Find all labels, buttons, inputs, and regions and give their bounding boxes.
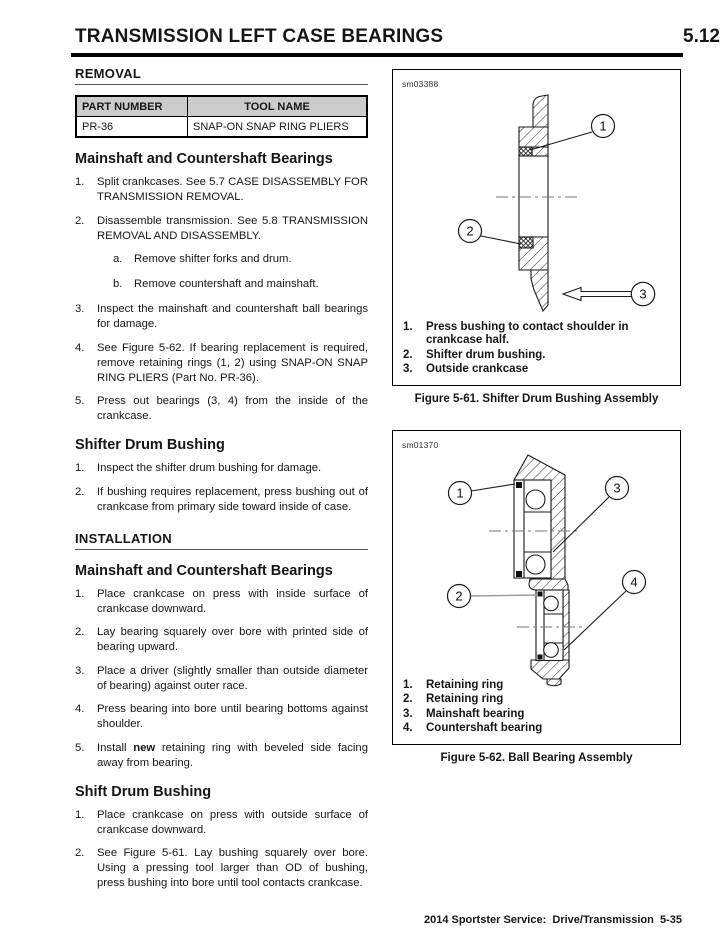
step-text: See Figure 5-61. Lay bushing squarely over bore. Using a pressing tool larger than OD of bushing, press bushing into bore until tool contacts crankcase.	[97, 847, 368, 890]
step-text: Place a driver (slightly smaller than outside diameter of bearing) against outer race.	[97, 664, 368, 692]
ball-bearing-drawing	[393, 431, 680, 689]
callout-4	[564, 571, 646, 651]
table-col-part-number: PART NUMBER	[76, 96, 188, 117]
step-number: 2.	[75, 626, 85, 639]
right-column	[392, 69, 681, 764]
step-number: 1.	[75, 587, 85, 600]
step-item	[75, 341, 368, 386]
tool-table	[75, 95, 368, 138]
step-number: 1.	[75, 808, 85, 821]
legend-text: Countershaft bearing	[426, 722, 543, 735]
callout-4-label: 4	[630, 574, 638, 590]
step-item	[75, 808, 368, 838]
header-rule	[71, 53, 683, 57]
page-footer: 2014 Sportster Service: Drive/Transmission 5-35	[423, 914, 682, 926]
step-number: 1.	[75, 462, 85, 475]
step-item	[75, 175, 368, 205]
heading-shift-drum-bushing: Shift Drum Bushing	[75, 783, 212, 800]
callout-3-label: 3	[613, 480, 621, 496]
figure-image-code: sm01370	[402, 440, 439, 450]
step-text: Lay bearing squarely over bore with printed side of bearing upward.	[97, 626, 368, 654]
step-number: b.	[113, 278, 123, 291]
step-text: Disassemble transmission. See 5.8 TRANSMISSION REMOVAL AND DISASSEMBLY.	[97, 214, 368, 242]
callout-1-label: 1	[599, 118, 607, 134]
countershaft-bearing	[517, 590, 583, 661]
step-item	[75, 394, 368, 424]
step-item	[75, 846, 368, 891]
step-number: 4.	[75, 341, 85, 354]
figure-61-legend	[403, 321, 668, 378]
step-text: Place crankcase on press with inside surface of crankcase downward.	[97, 587, 368, 615]
step-number: a.	[113, 253, 123, 266]
installation-heading: INSTALLATION	[75, 531, 368, 550]
legend-item	[403, 708, 668, 722]
legend-number: 2.	[403, 348, 413, 361]
table-col-tool-name: TOOL NAME	[188, 96, 368, 117]
tool-name-cell: SNAP-ON SNAP RING PLIERS	[188, 117, 368, 138]
part-number-cell: PR-36	[76, 117, 188, 138]
step-item	[75, 625, 368, 655]
legend-item	[403, 679, 668, 693]
callout-1	[449, 482, 516, 505]
figure-62-caption: Figure 5-62. Ball Bearing Assembly	[440, 752, 633, 764]
callout-2	[459, 220, 522, 245]
step-item	[75, 214, 368, 244]
legend-item	[403, 363, 668, 377]
callout-2	[448, 585, 539, 608]
figure-61-box	[392, 69, 681, 386]
page-title: TRANSMISSION LEFT CASE BEARINGS	[75, 26, 444, 47]
step-text: Press bearing into bore until bearing bottoms against shoulder.	[97, 703, 368, 731]
step-item	[75, 702, 368, 732]
figure-62-legend	[403, 679, 668, 737]
step-item	[75, 741, 368, 771]
step-number: 5.	[75, 395, 85, 408]
legend-text: Retaining ring	[426, 678, 504, 691]
retaining-ring-upper	[516, 482, 522, 488]
shifter-drum-bushing-drawing	[393, 70, 680, 325]
legend-item	[403, 693, 668, 707]
direction-arrow-icon	[563, 288, 632, 301]
step-item	[75, 302, 368, 332]
legend-text: Outside crankcase	[426, 363, 529, 376]
callout-1-label: 1	[456, 485, 464, 501]
step-number: 1.	[75, 176, 85, 188]
legend-text: Retaining ring	[426, 693, 504, 706]
callout-3-label: 3	[639, 286, 647, 302]
substep-item	[113, 252, 368, 267]
step-text: Place crankcase on press with outside surface of crankcase downward.	[97, 808, 368, 836]
step-number: 3.	[75, 664, 85, 677]
step-text-bold: new	[133, 741, 156, 754]
left-column	[75, 66, 368, 900]
step-number: 5.	[75, 741, 85, 754]
callout-2-label: 2	[466, 223, 474, 239]
legend-text: Mainshaft bearing	[426, 707, 525, 720]
step-item	[75, 485, 368, 515]
step-text: See Figure 5-62. If bearing replacement is required, remove retaining rings (1, 2) using SNAP-ON SNAP RING PLIERS (Part No. PR-36).	[97, 341, 368, 384]
heading-mainshaft-countershaft-removal: Mainshaft and Countershaft Bearings	[75, 151, 333, 167]
legend-number: 1.	[403, 320, 413, 333]
step-text: If bushing requires replacement, press bushing out of crankcase from primary side toward inside of case.	[97, 485, 368, 513]
step-text: Press out bearings (3, 4) from the inside of the crankcase.	[97, 395, 368, 423]
step-text: Inspect the shifter drum bushing for damage.	[97, 462, 322, 475]
legend-item	[403, 349, 668, 363]
table-row	[76, 117, 367, 138]
figure-61-caption: Figure 5-61. Shifter Drum Bushing Assembly	[414, 393, 659, 405]
retaining-ring-lower	[538, 592, 543, 597]
callout-3	[563, 282, 655, 305]
step-number: 2.	[75, 214, 85, 227]
figure-62-box	[392, 430, 681, 745]
legend-number: 1.	[403, 678, 413, 691]
callout-2-label: 2	[455, 588, 463, 604]
legend-number: 3.	[403, 707, 413, 720]
step-text: Inspect the mainshaft and countershaft ball bearings for damage.	[97, 303, 368, 331]
step-number: 3.	[75, 303, 85, 316]
step-number: 2.	[75, 485, 85, 498]
step-number: 4.	[75, 703, 85, 716]
heading-mainshaft-countershaft-install: Mainshaft and Countershaft Bearings	[75, 562, 333, 579]
step-item	[75, 587, 368, 617]
step-text-post: retaining ring with beveled side facing away from bearing.	[97, 741, 368, 769]
heading-shifter-drum-bushing: Shifter Drum Bushing	[75, 437, 225, 454]
legend-item	[403, 722, 668, 736]
step-text	[97, 741, 368, 771]
legend-text: Press bushing to contact shoulder in crankcase half.	[426, 320, 629, 347]
removal-heading: REMOVAL	[75, 66, 368, 85]
step-number: 2.	[75, 847, 85, 860]
legend-number: 3.	[403, 363, 413, 376]
crankcase-cross-section	[496, 95, 580, 311]
legend-text: Shifter drum bushing.	[426, 348, 546, 361]
step-item	[75, 664, 368, 694]
substep-item	[113, 277, 368, 292]
legend-number: 2.	[403, 693, 413, 706]
legend-item	[403, 321, 668, 348]
step-text-pre: Install	[97, 741, 134, 754]
page-header	[75, 26, 720, 48]
page-number: 5.12	[683, 26, 720, 47]
step-item	[75, 461, 368, 476]
step-text: Split crankcases. See 5.7 CASE DISASSEMBLY FOR TRANSMISSION REMOVAL.	[97, 176, 368, 204]
step-text: Remove countershaft and mainshaft.	[134, 278, 319, 291]
step-text: Remove shifter forks and drum.	[134, 253, 292, 266]
legend-number: 4.	[403, 722, 413, 735]
figure-image-code: sm03388	[402, 79, 439, 89]
